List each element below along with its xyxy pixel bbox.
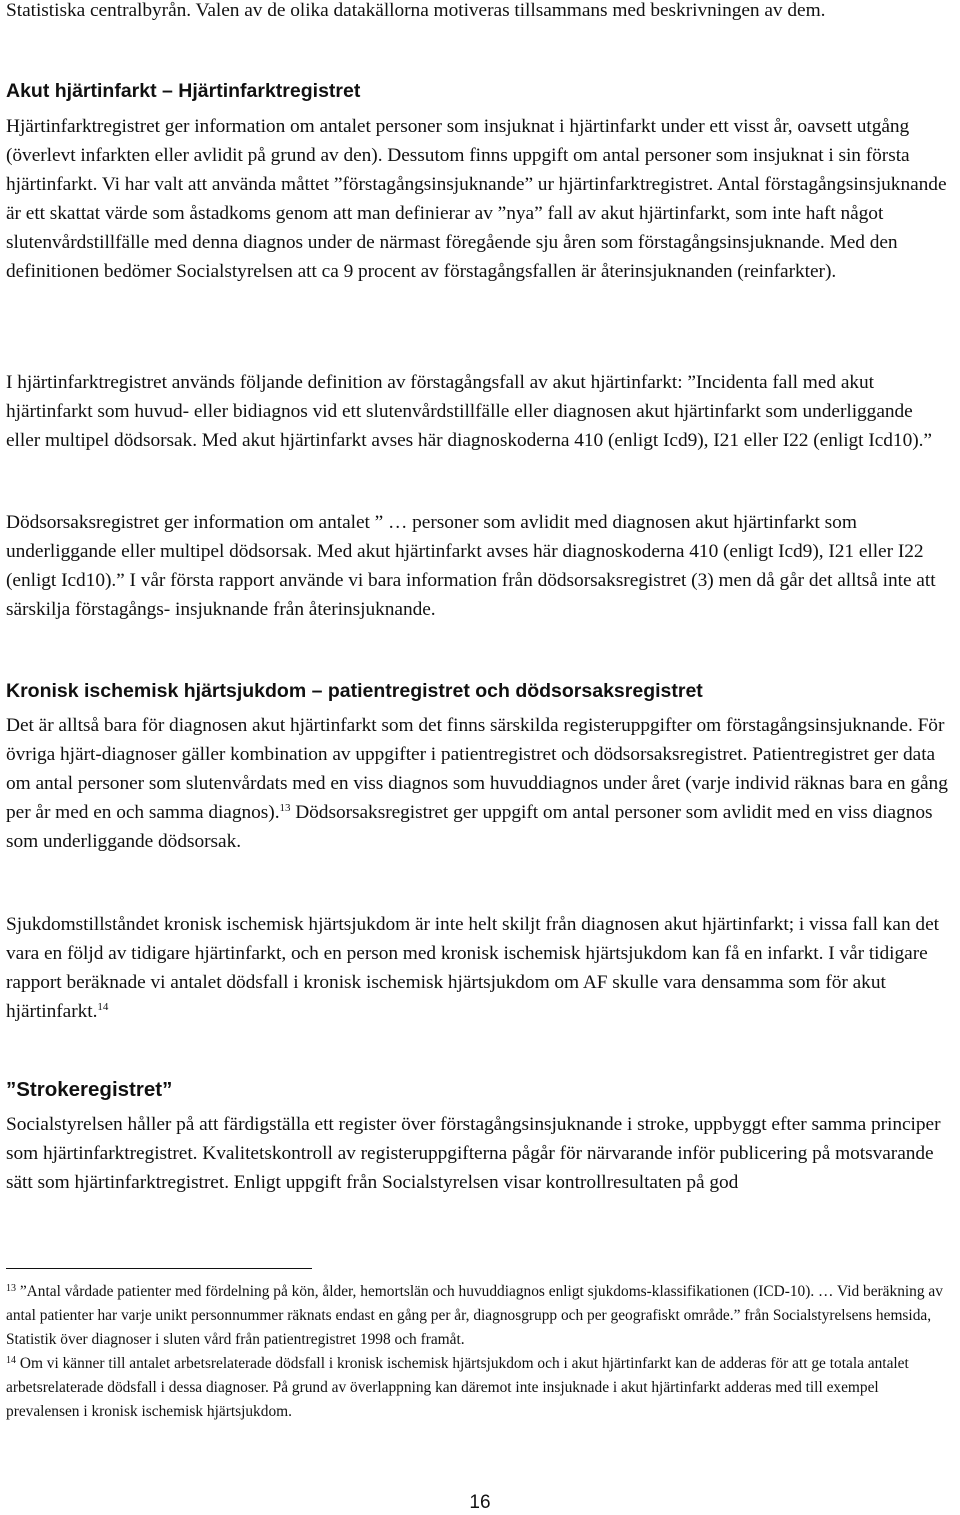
paragraph-kronisk-2 — [6, 910, 950, 1026]
paragraph-dodsorsaksregistret: Dödsorsaksregistret ger information om antalet ” … personer som avlidit med diagnosen akut hjärtinfarkt som underliggande eller multipel dödsorsak. Med akut hjärtinfarkt avses här diagnoskoderna 410 (enligt Icd9), I21 eller I22 (enligt Icd10).” I vår första rapport använde vi bara information från dödsorsaksregistret (3) men då går det alltså inte att särskilja förstagångs- insjuknande från återinsjuknande. — [6, 512, 936, 620]
paragraph-kronisk-2-text: Sjukdomstillståndet kronisk ischemisk hjärtsjukdom är inte helt skiljt från diagnosen akut hjärtinfarkt; i vissa fall kan det vara en följd av tidigare hjärtinfarkt, och en person med kronisk ischemisk hjärtsjukdom kan få en infarkt. I vår tidigare rapport beräknade vi antalet dödsfall i kronisk ischemisk hjärtsjukdom om AF skulle vara densamma som för akut hjärtinfarkt. — [6, 914, 939, 1022]
paragraph-kronisk-1 — [6, 711, 950, 856]
footnote-separator — [6, 1268, 312, 1269]
footnotes — [6, 1280, 950, 1424]
paragraph-definition: I hjärtinfarktregistret används följande definition av förstagångsfall av akut hjärtinfarkt: ”Incidenta fall med akut hjärtinfarkt som huvud- eller bidiagnos vid ett slutenvårdstillfälle eller diagnosen akut hjärtinfarkt som underliggande eller multipel dödsorsak. Med akut hjärtinfarkt avses här diagnoskoderna 410 (enligt Icd9), I21 eller I22 (enligt Icd10).” — [6, 372, 932, 451]
section-heading-akut-hjartinfarkt: Akut hjärtinfarkt – Hjärtinfarktregistret — [6, 80, 361, 102]
paragraph-hjartinfarktregistret: Hjärtinfarktregistret ger information om antalet personer som insjuknat i hjärtinfarkt under ett visst år, oavsett utgång (överlevt infarkten eller avlidit på grund av den). Dessutom finns uppgift om antal personer som insjuknat i sin första hjärtinfarkt. Vi har valt att använda måttet ”förstagångsinsjuknande” ur hjärtinfarktregistret. Antal förstagångsinsjuknande är ett skattat värde som åstadkoms genom att man definierar av ”nya” fall av akut hjärtinfarkt, som inte haft något slutenvårdstillfälle med denna diagnos under de närmast föregående sju åren som förstagångsinsjuknande. Med den definitionen bedömer Socialstyrelsen att ca 9 procent av förstagångsfallen är återinsjuknanden (reinfarkter). — [6, 116, 947, 282]
footnote-13-number: 13 — [6, 1283, 16, 1294]
paragraph-kronisk-1-text-a: Det är alltså bara för diagnosen akut hjärtinfarkt som det finns särskilda registeruppgifter om förstagångsinsjuknande. För övriga hjärt-diagnoser gäller kombination av uppgifter i patientregistret och dödsorsaksregistret. Patientregistret ger data om antal personer som slutenvårdats med en viss diagnos som huvuddiagnos under året (varje individ räknas bara en gång per år med en och samma diagnos). — [6, 715, 948, 823]
paragraph-strokeregistret: Socialstyrelsen håller på att färdigställa ett register över förstagångsinsjuknande i stroke, uppbyggt efter samma principer som hjärtinfarktregistret. Kvalitetskontroll av registeruppgifterna pågår för närvarande inför publicering på motsvarande sätt som hjärtinfarktregistret. Enligt uppgift från Socialstyrelsen visar kontrollresultaten på god — [6, 1114, 941, 1193]
footnote-13 — [6, 1280, 950, 1352]
footnote-13-text: ”Antal vårdade patienter med fördelning på kön, ålder, hemortslän och huvuddiagnos enligt sjukdoms-klassifikationen (ICD-10). … Vid beräkning av antal patienter har varje unikt personnummer räknats endast en gång per år, diagnosgrupp och per geografiskt område.” från Socialstyrelsens hemsida, Statistik över diagnoser i sluten vård från patientregistret 1998 och framåt. — [6, 1283, 943, 1348]
section-heading-kronisk-ischemisk: Kronisk ischemisk hjärtsjukdom – patientregistret och dödsorsaksregistret — [6, 680, 703, 702]
footnote-14 — [6, 1352, 950, 1424]
footnote-ref-14[interactable]: 14 — [97, 1001, 109, 1013]
paragraph-kronisk-1-text-b: Dödsorsaksregistret ger uppgift om antal personer som avlidit med en viss diagnos som underliggande dödsorsak. — [6, 802, 933, 852]
footnote-ref-13[interactable]: 13 — [279, 802, 291, 814]
footnote-14-text: Om vi känner till antalet arbetsrelaterade dödsfall i kronisk ischemisk hjärtsjukdom och i akut hjärtinfarkt kan de adderas för att ge totala antalet arbetsrelaterade dödsfall i dessa diagnoser. På grund av överlappning kan däremot inte insjuknade i akut hjärtinfarkt adderas med till exempel prevalensen i kronisk ischemisk hjärtsjukdom. — [6, 1355, 909, 1420]
footnote-14-number: 14 — [6, 1355, 16, 1366]
section-heading-strokeregistret: ”Strokeregistret” — [6, 1078, 173, 1101]
intro-paragraph-tail: Statistiska centralbyrån. Valen av de olika datakällorna motiveras tillsammans med beskrivningen av dem. — [6, 0, 826, 21]
page-number: 16 — [469, 1492, 491, 1513]
